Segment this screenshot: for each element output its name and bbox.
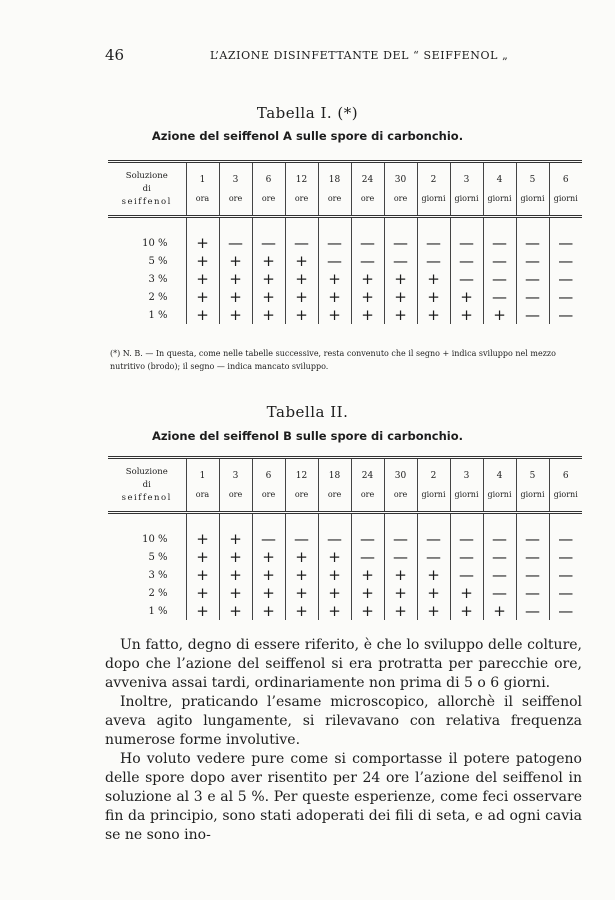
result-cell: + xyxy=(483,306,516,324)
column-header xyxy=(549,458,582,513)
result-cell: — xyxy=(417,252,450,270)
row-label: 2 % xyxy=(148,291,168,303)
result-cell: + xyxy=(285,584,318,602)
spacer-row xyxy=(108,217,582,235)
table-row xyxy=(108,566,582,584)
result-cell: — xyxy=(516,584,549,602)
result-cell: + xyxy=(186,288,219,306)
row-label: 1 % xyxy=(148,309,168,321)
result-cell: — xyxy=(285,530,318,548)
result-cell: + xyxy=(219,270,252,288)
table-row xyxy=(108,234,582,252)
spacer-cell xyxy=(108,217,186,235)
table-row xyxy=(108,288,582,306)
column-unit: ore xyxy=(261,490,276,499)
result-cell: — xyxy=(516,530,549,548)
column-number: 6 xyxy=(265,471,272,481)
paragraph: Ho voluto vedere pure come si comportasse il potere patogeno delle spore dopo aver risentito per 24 ore l’azione del seiffenol in soluzione al 3 e al 5 %. Per queste esperienze, come feci osservare fin da principio, sono stati adoperati dei fili di seta, e ad ogni cavia se ne sono ino- xyxy=(105,751,582,843)
result-cell: + xyxy=(417,566,450,584)
result-cell: + xyxy=(351,566,384,584)
result-cell: + xyxy=(186,602,219,620)
column-unit: giorni xyxy=(520,490,545,499)
column-header xyxy=(351,458,384,513)
column-number: 3 xyxy=(232,175,239,185)
column-header xyxy=(384,458,417,513)
column-unit: ore xyxy=(327,194,342,203)
result-cell: + xyxy=(219,584,252,602)
table2-header-row xyxy=(108,458,582,513)
result-cell: — xyxy=(516,566,549,584)
result-cell: — xyxy=(351,252,384,270)
spacer-cell xyxy=(384,217,417,235)
spacer-cell xyxy=(318,513,351,531)
column-unit: ore xyxy=(228,194,243,203)
column-unit: ore xyxy=(294,194,309,203)
result-cell: + xyxy=(318,288,351,306)
column-unit: giorni xyxy=(487,490,512,499)
result-cell: + xyxy=(252,566,285,584)
column-number: 1 xyxy=(199,471,206,481)
column-number: 3 xyxy=(463,471,470,481)
row-label: 5 % xyxy=(148,551,168,563)
table-row xyxy=(108,548,582,566)
row-label: 5 % xyxy=(148,255,168,267)
result-cell: — xyxy=(549,566,582,584)
result-cell: + xyxy=(450,584,483,602)
column-unit: ore xyxy=(393,194,408,203)
result-cell: + xyxy=(384,288,417,306)
header-label-line: di xyxy=(142,479,151,490)
result-cell: + xyxy=(252,288,285,306)
result-cell: + xyxy=(219,306,252,324)
result-cell: + xyxy=(351,584,384,602)
column-unit: giorni xyxy=(421,194,446,203)
result-cell: — xyxy=(351,530,384,548)
result-cell: — xyxy=(417,234,450,252)
spacer-cell xyxy=(351,217,384,235)
result-cell: + xyxy=(252,252,285,270)
header-label-line: seiffenol xyxy=(121,492,172,503)
result-cell: — xyxy=(549,288,582,306)
spacer-cell xyxy=(483,217,516,235)
result-cell: — xyxy=(252,234,285,252)
table-row xyxy=(108,602,582,620)
spacer-cell xyxy=(186,217,219,235)
table-row xyxy=(108,584,582,602)
spacer-cell xyxy=(549,217,582,235)
result-cell: + xyxy=(219,252,252,270)
spacer-row xyxy=(108,513,582,531)
table-row xyxy=(108,270,582,288)
row-label: 10 % xyxy=(142,533,168,545)
result-cell: + xyxy=(285,306,318,324)
result-cell: — xyxy=(483,252,516,270)
result-cell: + xyxy=(285,548,318,566)
result-cell: — xyxy=(483,270,516,288)
spacer-cell xyxy=(351,513,384,531)
body-text xyxy=(105,636,582,845)
result-cell: + xyxy=(318,566,351,584)
column-header xyxy=(417,162,450,217)
result-cell: — xyxy=(516,270,549,288)
result-cell: — xyxy=(450,530,483,548)
result-cell: + xyxy=(450,306,483,324)
result-cell: + xyxy=(252,306,285,324)
spacer-cell xyxy=(219,513,252,531)
spacer-cell xyxy=(384,513,417,531)
row-label: 3 % xyxy=(148,273,168,285)
column-header xyxy=(384,162,417,217)
result-cell: — xyxy=(384,234,417,252)
column-unit: ore xyxy=(360,194,375,203)
result-cell: — xyxy=(549,530,582,548)
result-cell: + xyxy=(384,602,417,620)
result-cell: + xyxy=(219,566,252,584)
result-cell: + xyxy=(450,602,483,620)
column-number: 30 xyxy=(394,175,407,185)
header-label-line: di xyxy=(142,183,151,194)
result-cell: — xyxy=(318,234,351,252)
result-cell: + xyxy=(384,566,417,584)
result-cell: + xyxy=(384,584,417,602)
result-cell: + xyxy=(417,602,450,620)
column-header xyxy=(252,458,285,513)
row-label: 1 % xyxy=(148,605,168,617)
column-header xyxy=(252,162,285,217)
spacer-cell xyxy=(219,217,252,235)
column-number: 2 xyxy=(430,471,437,481)
result-cell: — xyxy=(516,234,549,252)
result-cell: — xyxy=(516,288,549,306)
spacer-cell xyxy=(516,217,549,235)
result-cell: + xyxy=(252,584,285,602)
row-label: 2 % xyxy=(148,587,168,599)
result-cell: + xyxy=(318,306,351,324)
result-cell: + xyxy=(186,548,219,566)
result-cell: — xyxy=(516,306,549,324)
result-cell: + xyxy=(285,252,318,270)
column-header xyxy=(417,458,450,513)
column-number: 18 xyxy=(328,471,341,481)
result-cell: + xyxy=(351,306,384,324)
result-cell: — xyxy=(516,548,549,566)
spacer-cell xyxy=(285,513,318,531)
page-header xyxy=(0,46,615,66)
column-number: 5 xyxy=(529,175,536,185)
row-label: 10 % xyxy=(142,237,168,249)
spacer-cell xyxy=(516,513,549,531)
column-header xyxy=(219,458,252,513)
column-number: 12 xyxy=(295,175,308,185)
table1-header-row xyxy=(108,162,582,217)
result-cell: + xyxy=(318,548,351,566)
header-label-line: seiffenol xyxy=(121,196,172,207)
result-cell: — xyxy=(483,566,516,584)
result-cell: — xyxy=(351,234,384,252)
column-unit: giorni xyxy=(487,194,512,203)
column-header xyxy=(318,162,351,217)
spacer-cell xyxy=(285,217,318,235)
result-cell: — xyxy=(450,270,483,288)
result-cell: + xyxy=(285,602,318,620)
column-header xyxy=(549,162,582,217)
result-cell: + xyxy=(186,566,219,584)
column-number: 6 xyxy=(265,175,272,185)
column-number: 1 xyxy=(199,175,206,185)
spacer-cell xyxy=(252,217,285,235)
table1-body xyxy=(108,217,582,325)
result-cell: — xyxy=(384,252,417,270)
column-header xyxy=(318,458,351,513)
column-number: 6 xyxy=(562,175,569,185)
column-header xyxy=(186,162,219,217)
table1 xyxy=(108,160,582,324)
column-number: 3 xyxy=(463,175,470,185)
result-cell: — xyxy=(483,548,516,566)
column-unit: ore xyxy=(294,490,309,499)
column-unit: ore xyxy=(393,490,408,499)
result-cell: + xyxy=(318,270,351,288)
result-cell: + xyxy=(252,602,285,620)
column-number: 18 xyxy=(328,175,341,185)
spacer-cell xyxy=(417,217,450,235)
spacer-cell xyxy=(108,513,186,531)
result-cell: — xyxy=(384,530,417,548)
result-cell: + xyxy=(285,270,318,288)
column-header xyxy=(351,162,384,217)
result-cell: + xyxy=(186,252,219,270)
column-number: 4 xyxy=(496,175,503,185)
column-unit: ora xyxy=(195,490,210,499)
result-cell: + xyxy=(186,270,219,288)
result-cell: + xyxy=(351,602,384,620)
table1-subtitle: Azione del seiffenol A sulle spore di carbonchio. xyxy=(151,129,464,143)
result-cell: — xyxy=(516,252,549,270)
result-cell: — xyxy=(285,234,318,252)
result-cell: — xyxy=(450,566,483,584)
result-cell: — xyxy=(549,234,582,252)
result-cell: — xyxy=(549,270,582,288)
header-label-line: Soluzione xyxy=(125,170,168,181)
table2-subtitle: Azione del seiffenol B sulle spore di carbonchio. xyxy=(151,429,464,443)
column-header xyxy=(516,458,549,513)
spacer-cell xyxy=(483,513,516,531)
column-unit: giorni xyxy=(553,194,578,203)
result-cell: + xyxy=(417,306,450,324)
result-cell: — xyxy=(549,548,582,566)
result-cell: + xyxy=(384,306,417,324)
table2-body xyxy=(108,513,582,621)
spacer-cell xyxy=(252,513,285,531)
result-cell: — xyxy=(483,288,516,306)
table-row xyxy=(108,530,582,548)
result-cell: — xyxy=(549,584,582,602)
table2-title: Tabella II. xyxy=(266,403,349,421)
result-cell: — xyxy=(417,548,450,566)
spacer-cell xyxy=(417,513,450,531)
result-cell: — xyxy=(417,530,450,548)
result-cell: + xyxy=(417,270,450,288)
spacer-cell xyxy=(186,513,219,531)
result-cell: + xyxy=(285,288,318,306)
column-unit: ore xyxy=(327,490,342,499)
spacer-cell xyxy=(450,217,483,235)
result-cell: — xyxy=(318,252,351,270)
column-number: 24 xyxy=(361,175,374,185)
result-cell: — xyxy=(549,306,582,324)
table2 xyxy=(108,456,582,620)
column-header xyxy=(219,162,252,217)
running-head: L’AZIONE DISINFETTANTE DEL “ SEIFFENOL „ xyxy=(210,49,509,62)
column-number: 24 xyxy=(361,471,374,481)
table1-footnote: (*) N. B. — In questa, come nelle tabelle successive, resta convenuto che il segno + indica sviluppo nel mezzo nutritivo (brodo); il segno — indica mancato sviluppo. xyxy=(110,349,556,371)
result-cell: + xyxy=(450,288,483,306)
column-number: 6 xyxy=(562,471,569,481)
column-unit: giorni xyxy=(553,490,578,499)
result-cell: — xyxy=(549,602,582,620)
column-unit: giorni xyxy=(454,490,479,499)
column-header xyxy=(285,162,318,217)
table1-title: Tabella I. (*) xyxy=(256,104,359,122)
result-cell: + xyxy=(318,584,351,602)
column-header xyxy=(450,458,483,513)
spacer-cell xyxy=(450,513,483,531)
result-cell: — xyxy=(318,530,351,548)
column-unit: giorni xyxy=(520,194,545,203)
result-cell: — xyxy=(351,548,384,566)
column-number: 5 xyxy=(529,471,536,481)
result-cell: + xyxy=(219,288,252,306)
column-unit: ore xyxy=(261,194,276,203)
result-cell: — xyxy=(450,252,483,270)
column-number: 2 xyxy=(430,175,437,185)
column-number: 3 xyxy=(232,471,239,481)
column-header xyxy=(186,458,219,513)
result-cell: + xyxy=(384,270,417,288)
table-row xyxy=(108,252,582,270)
paragraph: Inoltre, praticando l’esame microscopico, allorchè il seiffenol aveva agito lungamente, si rilevavano con relativa frequenza numerose forme involutive. xyxy=(105,694,582,748)
result-cell: — xyxy=(483,584,516,602)
column-number: 12 xyxy=(295,471,308,481)
result-cell: — xyxy=(219,234,252,252)
spacer-cell xyxy=(318,217,351,235)
result-cell: + xyxy=(219,602,252,620)
result-cell: + xyxy=(318,602,351,620)
column-number: 4 xyxy=(496,471,503,481)
column-unit: ore xyxy=(228,490,243,499)
header-label-line: Soluzione xyxy=(125,466,168,477)
result-cell: + xyxy=(285,566,318,584)
result-cell: + xyxy=(186,234,219,252)
paragraph: Un fatto, degno di essere riferito, è che lo sviluppo delle colture, dopo che l’azione del seiffenol si era protratta per parecchie ore, avveniva assai tardi, ordinariamente non prima di 5 o 6 giorni. xyxy=(105,637,582,691)
result-cell: + xyxy=(186,584,219,602)
row-label: 3 % xyxy=(148,569,168,581)
column-header xyxy=(450,162,483,217)
result-cell: + xyxy=(219,530,252,548)
header-solution-label xyxy=(108,162,186,217)
column-unit: ore xyxy=(360,490,375,499)
header-solution-label xyxy=(108,458,186,513)
result-cell: + xyxy=(483,602,516,620)
table-row xyxy=(108,306,582,324)
column-header xyxy=(483,162,516,217)
result-cell: — xyxy=(384,548,417,566)
column-number: 30 xyxy=(394,471,407,481)
result-cell: + xyxy=(351,288,384,306)
result-cell: — xyxy=(483,530,516,548)
result-cell: + xyxy=(219,548,252,566)
column-header xyxy=(285,458,318,513)
spacer-cell xyxy=(549,513,582,531)
result-cell: + xyxy=(252,548,285,566)
result-cell: + xyxy=(186,530,219,548)
page-number: 46 xyxy=(105,46,125,64)
result-cell: — xyxy=(483,234,516,252)
result-cell: + xyxy=(186,306,219,324)
result-cell: — xyxy=(450,234,483,252)
result-cell: + xyxy=(351,270,384,288)
column-unit: giorni xyxy=(421,490,446,499)
result-cell: — xyxy=(516,602,549,620)
result-cell: — xyxy=(549,252,582,270)
result-cell: + xyxy=(417,288,450,306)
result-cell: + xyxy=(417,584,450,602)
result-cell: — xyxy=(252,530,285,548)
result-cell: + xyxy=(252,270,285,288)
column-header xyxy=(516,162,549,217)
column-unit: giorni xyxy=(454,194,479,203)
result-cell: — xyxy=(450,548,483,566)
column-header xyxy=(483,458,516,513)
column-unit: ora xyxy=(195,194,210,203)
